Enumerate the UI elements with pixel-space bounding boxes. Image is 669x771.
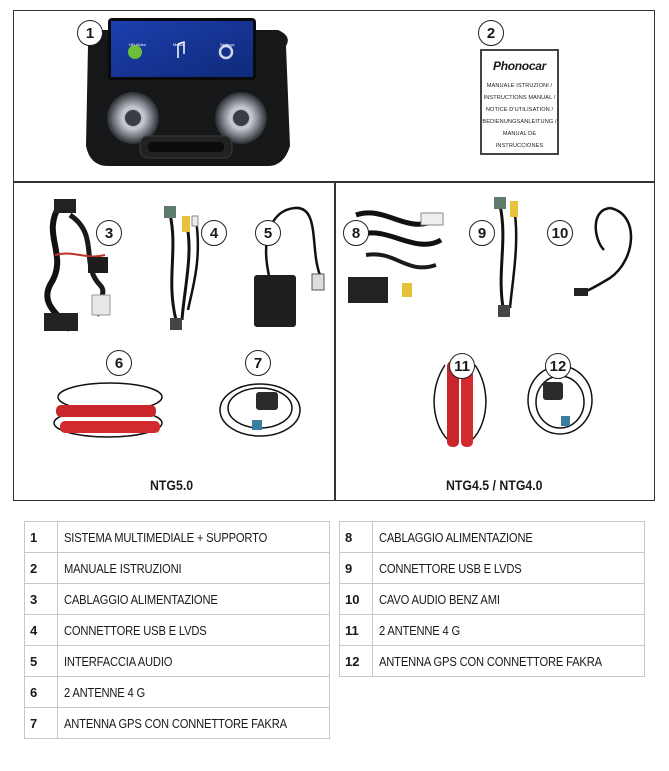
part-number: 11 (340, 615, 373, 646)
table-row (25, 553, 330, 584)
usb-lvds-connector-ntg45-image (490, 193, 530, 323)
audio-interface-image (250, 200, 330, 330)
table-row (25, 646, 330, 677)
part-number: 10 (340, 584, 373, 615)
screen-label-music: Music (173, 42, 184, 47)
multimedia-system-image (78, 16, 298, 174)
part-description: SISTEMA MULTIMEDIALE + SUPPORTO (58, 522, 330, 553)
part-number: 3 (25, 584, 58, 615)
marker-6: 6 (106, 350, 132, 376)
table-row (25, 615, 330, 646)
gps-antenna-image (218, 378, 304, 442)
marker-2: 2 (478, 20, 504, 46)
table-row (25, 522, 330, 553)
marker-12: 12 (545, 353, 571, 379)
marker-8: 8 (343, 220, 369, 246)
part-number: 1 (25, 522, 58, 553)
manual-line: INSTRUCTIONS MANUAL / (483, 95, 556, 101)
usb-lvds-connector-image (158, 200, 208, 335)
parts-table-right (339, 521, 645, 677)
table-row (25, 584, 330, 615)
marker-11: 11 (449, 353, 475, 379)
power-harness-ntg45-image (346, 195, 456, 310)
ntg5-label: NTG5.0 (150, 477, 194, 493)
manual-line: MANUAL DE INSTRUCCIONES (495, 131, 544, 149)
phonocar-brand: Phonocar (493, 59, 546, 73)
power-harness-image (30, 195, 120, 340)
marker-3: 3 (96, 220, 122, 246)
table-row (340, 553, 645, 584)
part-number: 6 (25, 677, 58, 708)
part-description: CABLAGGIO ALIMENTAZIONE (373, 522, 645, 553)
screen-label-settings: Settings (220, 42, 235, 47)
part-description: MANUALE ISTRUZIONI (58, 553, 330, 584)
part-number: 9 (340, 553, 373, 584)
part-description: ANTENNA GPS CON CONNETTORE FAKRA (373, 646, 645, 677)
table-row (340, 646, 645, 677)
4g-antennas-image (50, 375, 170, 445)
part-number: 12 (340, 646, 373, 677)
manual-line: MANUALE ISTRUZIONI / (486, 83, 553, 89)
marker-4: 4 (201, 220, 227, 246)
screen-label-video: HD Video (129, 42, 147, 47)
table-row (340, 522, 645, 553)
part-description: CONNETTORE USB E LVDS (58, 615, 330, 646)
parts-table-left (24, 521, 330, 739)
part-description: ANTENNA GPS CON CONNETTORE FAKRA (58, 708, 330, 739)
part-number: 8 (340, 522, 373, 553)
table-row (340, 615, 645, 646)
part-number: 4 (25, 615, 58, 646)
part-number: 5 (25, 646, 58, 677)
part-number: 2 (25, 553, 58, 584)
instruction-manual-image (480, 49, 559, 155)
part-description: 2 ANTENNE 4 G (373, 615, 645, 646)
part-description: INTERFACCIA AUDIO (58, 646, 330, 677)
part-description: 2 ANTENNE 4 G (58, 677, 330, 708)
marker-10: 10 (547, 220, 573, 246)
marker-7: 7 (245, 350, 271, 376)
table-row (25, 708, 330, 739)
table-row (340, 584, 645, 615)
marker-5: 5 (255, 220, 281, 246)
manual-line: NOTICE D'UTILISATION / (485, 107, 554, 113)
marker-1: 1 (77, 20, 103, 46)
benz-ami-cable-image (570, 200, 640, 300)
part-description: CAVO AUDIO BENZ AMI (373, 584, 645, 615)
manual-line: BEDIENUNGSANLEITUNG / (482, 119, 557, 125)
part-number: 7 (25, 708, 58, 739)
ntg45-label: NTG4.5 / NTG4.0 (446, 477, 543, 493)
part-description: CABLAGGIO ALIMENTAZIONE (58, 584, 330, 615)
part-description: CONNETTORE USB E LVDS (373, 553, 645, 584)
table-row (25, 677, 330, 708)
marker-9: 9 (469, 220, 495, 246)
